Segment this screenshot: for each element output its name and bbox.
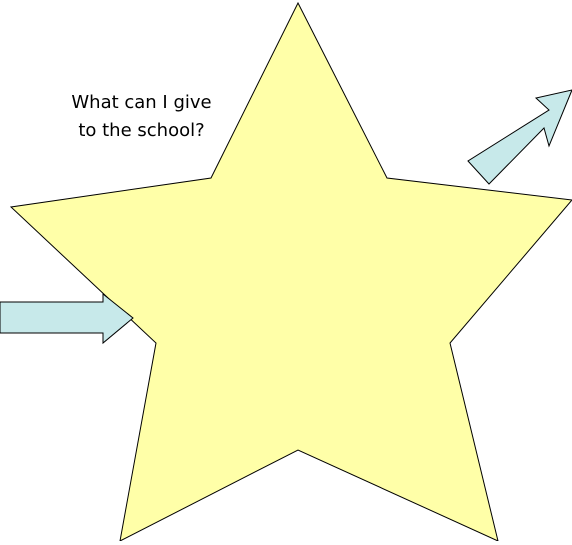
prompt-line-2: to the school? [78,120,205,141]
prompt-line-1: What can I give [71,92,212,113]
star-shape [11,3,572,541]
arrow-up-right-icon [468,90,572,184]
